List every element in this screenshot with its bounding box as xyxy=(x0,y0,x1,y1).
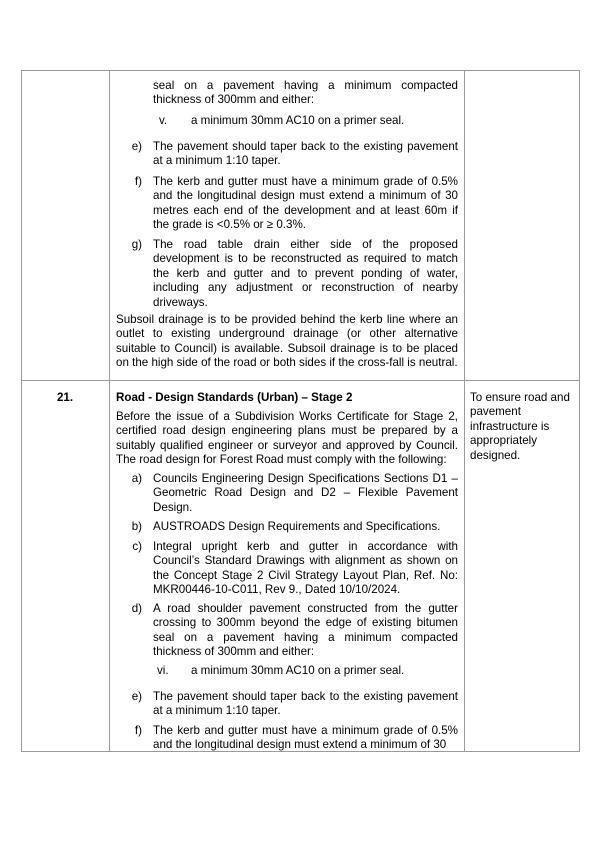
list-item-text: The kerb and gutter must have a minimum grade of 0.5% and the longitudinal design must extend a minimum of 30 metres each end of the development and at least 60m if the grade is <0.5% or ≥ 0.3%. xyxy=(153,175,458,232)
list-item-text: The road table drain either side of the proposed development is to be reconstructed as required to match the kerb and gutter and to prevent ponding of water, including any adjustment or reconstruction of nearby driveways. xyxy=(153,238,458,309)
row1-condition-cell xyxy=(116,79,458,379)
condition-heading: Road - Design Standards (Urban) – Stage 2 xyxy=(116,391,353,404)
condition-intro: Before the issue of a Subdivision Works Certificate for Stage 2, certified road design engineering plans must be prepared by a suitably qualified engineer or surveyor and approved by Council. The road design for Forest Road must comply with the following: xyxy=(116,410,458,467)
list-item-text: Integral upright kerb and gutter in accordance with Council’s Standard Drawings with alignment as shown on the Concept Stage 2 Civil Strategy Layout Plan, Ref. No: MKR00446-10-C011, Rev 9., Dated 10/10/2024. xyxy=(153,540,458,597)
condition-reason: To ensure road and pavement infrastructure is appropriately designed. xyxy=(470,391,570,462)
list-item-text: The pavement should taper back to the existing pavement at a minimum 1:10 taper. xyxy=(153,140,458,168)
list-item-text: A road shoulder pavement constructed from the gutter crossing to 300mm beyond the edge of existing bitumen seal on a pavement having a minimum compacted thickness of 300mm and either: xyxy=(153,602,458,659)
condition-number: 21. xyxy=(56,391,74,404)
list-item-text: Councils Engineering Design Specifications Sections D1 – Geometric Road Design and D2 – Flexible Pavement Design. xyxy=(153,472,458,514)
sub-item-marker: vi. xyxy=(157,664,169,677)
list-item-marker: d) xyxy=(131,602,142,615)
list-item-marker: a) xyxy=(131,472,142,485)
list-item-marker: b) xyxy=(131,520,142,533)
list-item-marker: c) xyxy=(132,540,142,553)
column-divider-number xyxy=(109,70,110,752)
sub-item-marker: v. xyxy=(159,114,168,127)
list-item-marker: e) xyxy=(131,690,142,703)
sub-item-text: a minimum 30mm AC10 on a primer seal. xyxy=(191,664,405,677)
list-item-text: AUSTROADS Design Requirements and Specifications. xyxy=(153,520,441,533)
list-item-marker: f) xyxy=(134,724,142,737)
table-border-right xyxy=(579,70,580,752)
list-item-marker: g) xyxy=(131,238,142,251)
row-divider xyxy=(21,380,580,381)
list-item-text: The kerb and gutter must have a minimum grade of 0.5% and the longitudinal design must extend a minimum of 30 xyxy=(153,724,458,752)
table-border-left xyxy=(21,70,22,752)
list-item-text: seal on a pavement having a minimum compacted thickness of 300mm and either: xyxy=(153,79,458,107)
conditions-table xyxy=(21,70,580,752)
list-item-marker: e) xyxy=(131,140,142,153)
subsoil-paragraph: Subsoil drainage is to be provided behind the kerb line where an outlet to existing underground drainage (or other alternative suitable to Council) is available. Subsoil drainage is to be placed on the high side of the road or both sides if the cross-fall is neutral. xyxy=(116,313,458,370)
column-divider-reason xyxy=(464,70,465,752)
list-item-marker: f) xyxy=(134,175,142,188)
table-border-top xyxy=(21,70,580,71)
list-item-text: The pavement should taper back to the existing pavement at a minimum 1:10 taper. xyxy=(153,690,458,718)
row2-condition-cell xyxy=(116,391,458,751)
sub-item-text: a minimum 30mm AC10 on a primer seal. xyxy=(191,114,405,127)
